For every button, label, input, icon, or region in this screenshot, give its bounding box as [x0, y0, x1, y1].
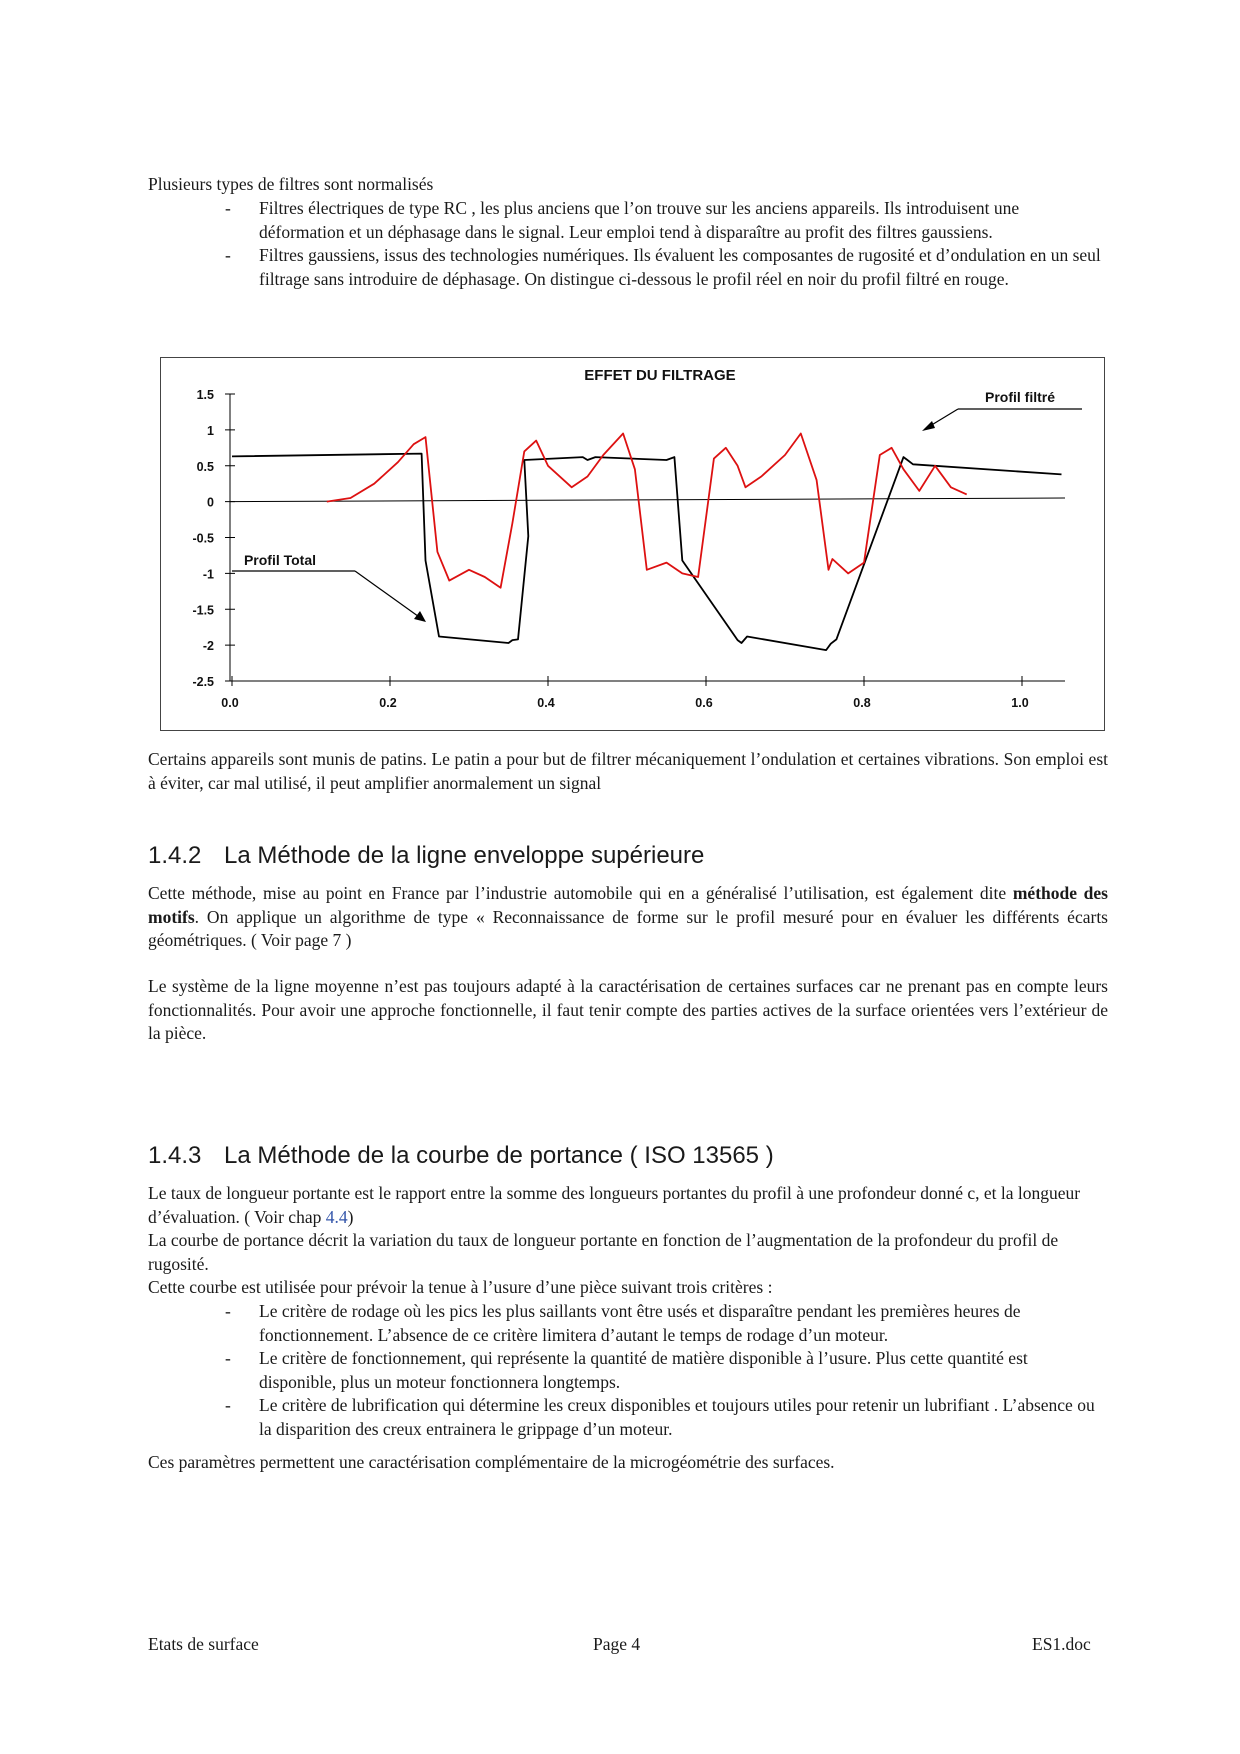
list-item-text: Filtres électriques de type RC , les plus anciens que l’on trouve sur les anciens appareils. Ils introduisent une déformation et un déphasage dans le signal. Leur emploi tend à disparaître au profit des filtres gaussiens. — [259, 198, 1020, 242]
bullet-dash: - — [225, 245, 231, 265]
section-number: 1.4.2 — [148, 842, 202, 869]
x-tick-label: 0.8 — [853, 696, 871, 710]
section-title: La Méthode de la courbe de portance ( ISO 13565 ) — [224, 1142, 774, 1169]
bullet-dash: - — [225, 1395, 231, 1415]
y-tick-label: 0 — [207, 495, 214, 510]
text-run: Le taux de longueur portante est le rapport entre la somme des longueurs portantes du profil à une profondeur donné c, et la longueur d’évaluation. ( Voir chap — [148, 1183, 1081, 1227]
text-run: Cette méthode, mise au point en France par l’industrie automobile qui en a généralisé l’utilisation, est également dite — [148, 883, 1013, 903]
text-run: . On applique un algorithme de type « Reconnaissance de forme sur le profil mesuré pour en évaluer les différents écarts géométriques. ( Voir page 7 ) — [148, 906, 1108, 950]
intro-lead: Plusieurs types de filtres sont normalisés — [148, 174, 434, 194]
patins-paragraph: Certains appareils sont munis de patins. Le patin a pour but de filtrer mécaniquement l’ondulation et certaines vibrations. Son emploi est à éviter, car mal utilisé, il peut amplifier anormalement un signal — [148, 749, 1108, 793]
filtering-chart — [160, 357, 1105, 731]
chart-frame — [161, 358, 1105, 731]
text-run: ) — [347, 1206, 354, 1227]
footer-filename: ES1.doc — [1032, 1634, 1091, 1654]
conclusion-paragraph: Ces paramètres permettent une caractérisation complémentaire de la microgéométrie des surfaces. — [148, 1452, 835, 1472]
y-tick-label: 1 — [207, 423, 214, 438]
list-item — [148, 197, 1108, 244]
criteria-list — [148, 1300, 1108, 1441]
list-item — [148, 1300, 1108, 1347]
list-item — [148, 1394, 1108, 1441]
section-heading-143 — [148, 1141, 774, 1171]
list-item-text: Le critère de fonctionnement, qui représente la quantité de matière disponible à l’usure. Plus cette quantité est disponible, plus un moteur fonctionnera longtemps. — [259, 1348, 1028, 1392]
list-item-text: Filtres gaussiens, issus des technologies numériques. Ils évaluent les composantes de rugosité et d’ondulation en un seul filtrage sans introduire de déphasage. On distingue ci-dessous le profil réel en noir du profil filtré en rouge. — [259, 245, 1101, 289]
y-tick-label: -2 — [202, 639, 214, 654]
y-tick-label: -1 — [202, 567, 214, 582]
chart-title: EFFET DU FILTRAGE — [584, 367, 736, 384]
x-tick-label: 0.2 — [379, 696, 397, 710]
filter-types-list — [148, 197, 1108, 291]
x-tick-label: 0.4 — [537, 696, 555, 710]
bullet-dash: - — [225, 198, 231, 218]
footer-left: Etats de surface — [148, 1634, 259, 1654]
list-item-text: Le critère de rodage où les pics les plus saillants vont être usés et disparaître pendant les premières heures de fonctionnement. L’absence de ce critère limitera d’autant le temps de rodage d’un moteur. — [259, 1301, 1021, 1345]
y-tick-label: -2.5 — [192, 675, 214, 689]
section-number: 1.4.3 — [148, 1142, 202, 1169]
filtering-chart-figure — [160, 357, 1105, 731]
footer-page-number: Page 4 — [593, 1634, 641, 1654]
y-tick-label: 1.5 — [196, 388, 214, 402]
section-143-paragraph-1 — [148, 1182, 1108, 1229]
list-item — [148, 244, 1108, 291]
x-tick-label: 0.6 — [695, 696, 713, 710]
y-tick-label: 0.5 — [196, 459, 214, 474]
annotation-profil-total: Profil Total — [243, 552, 317, 568]
section-143-paragraph-2: La courbe de portance décrit la variation du taux de longueur portante en fonction de l’augmentation de la profondeur du profil de rugosité. — [148, 1230, 1059, 1274]
section-142-paragraph-2: Le système de la ligne moyenne n’est pas toujours adapté à la caractérisation de certaines surfaces car ne prenant pas en compte leurs fonctionnalités. Pour avoir une approche fonctionnelle, il faut tenir compte des parties actives de la surface orientées vers l’extérieur de la pièce. — [148, 976, 1108, 1043]
annotation-profil-filtre: Profil filtré — [984, 389, 1056, 405]
bullet-dash: - — [225, 1348, 231, 1368]
x-tick-label: 0.0 — [221, 696, 239, 710]
y-tick-label: -0.5 — [192, 531, 214, 546]
section-title: La Méthode de la ligne enveloppe supérieure — [224, 842, 705, 869]
y-tick-label: -1.5 — [192, 603, 214, 618]
section-heading-142 — [148, 841, 704, 871]
list-item — [148, 1347, 1108, 1394]
bold-term: méthode des motifs — [148, 883, 1108, 927]
chapter-link[interactable]: 4.4 — [325, 1206, 348, 1227]
section-142-paragraph-1 — [148, 882, 1108, 953]
list-item-text: Le critère de lubrification qui détermine les creux disponibles et toujours utiles pour retenir un lubrifiant . L’absence ou la disparition des creux entrainera le grippage d’un moteur. — [259, 1395, 1095, 1439]
bullet-dash: - — [225, 1301, 231, 1321]
x-tick-label: 1.0 — [1011, 696, 1029, 710]
section-143-paragraph-3: Cette courbe est utilisée pour prévoir la tenue à l’usure d’une pièce suivant trois critères : — [148, 1277, 773, 1297]
